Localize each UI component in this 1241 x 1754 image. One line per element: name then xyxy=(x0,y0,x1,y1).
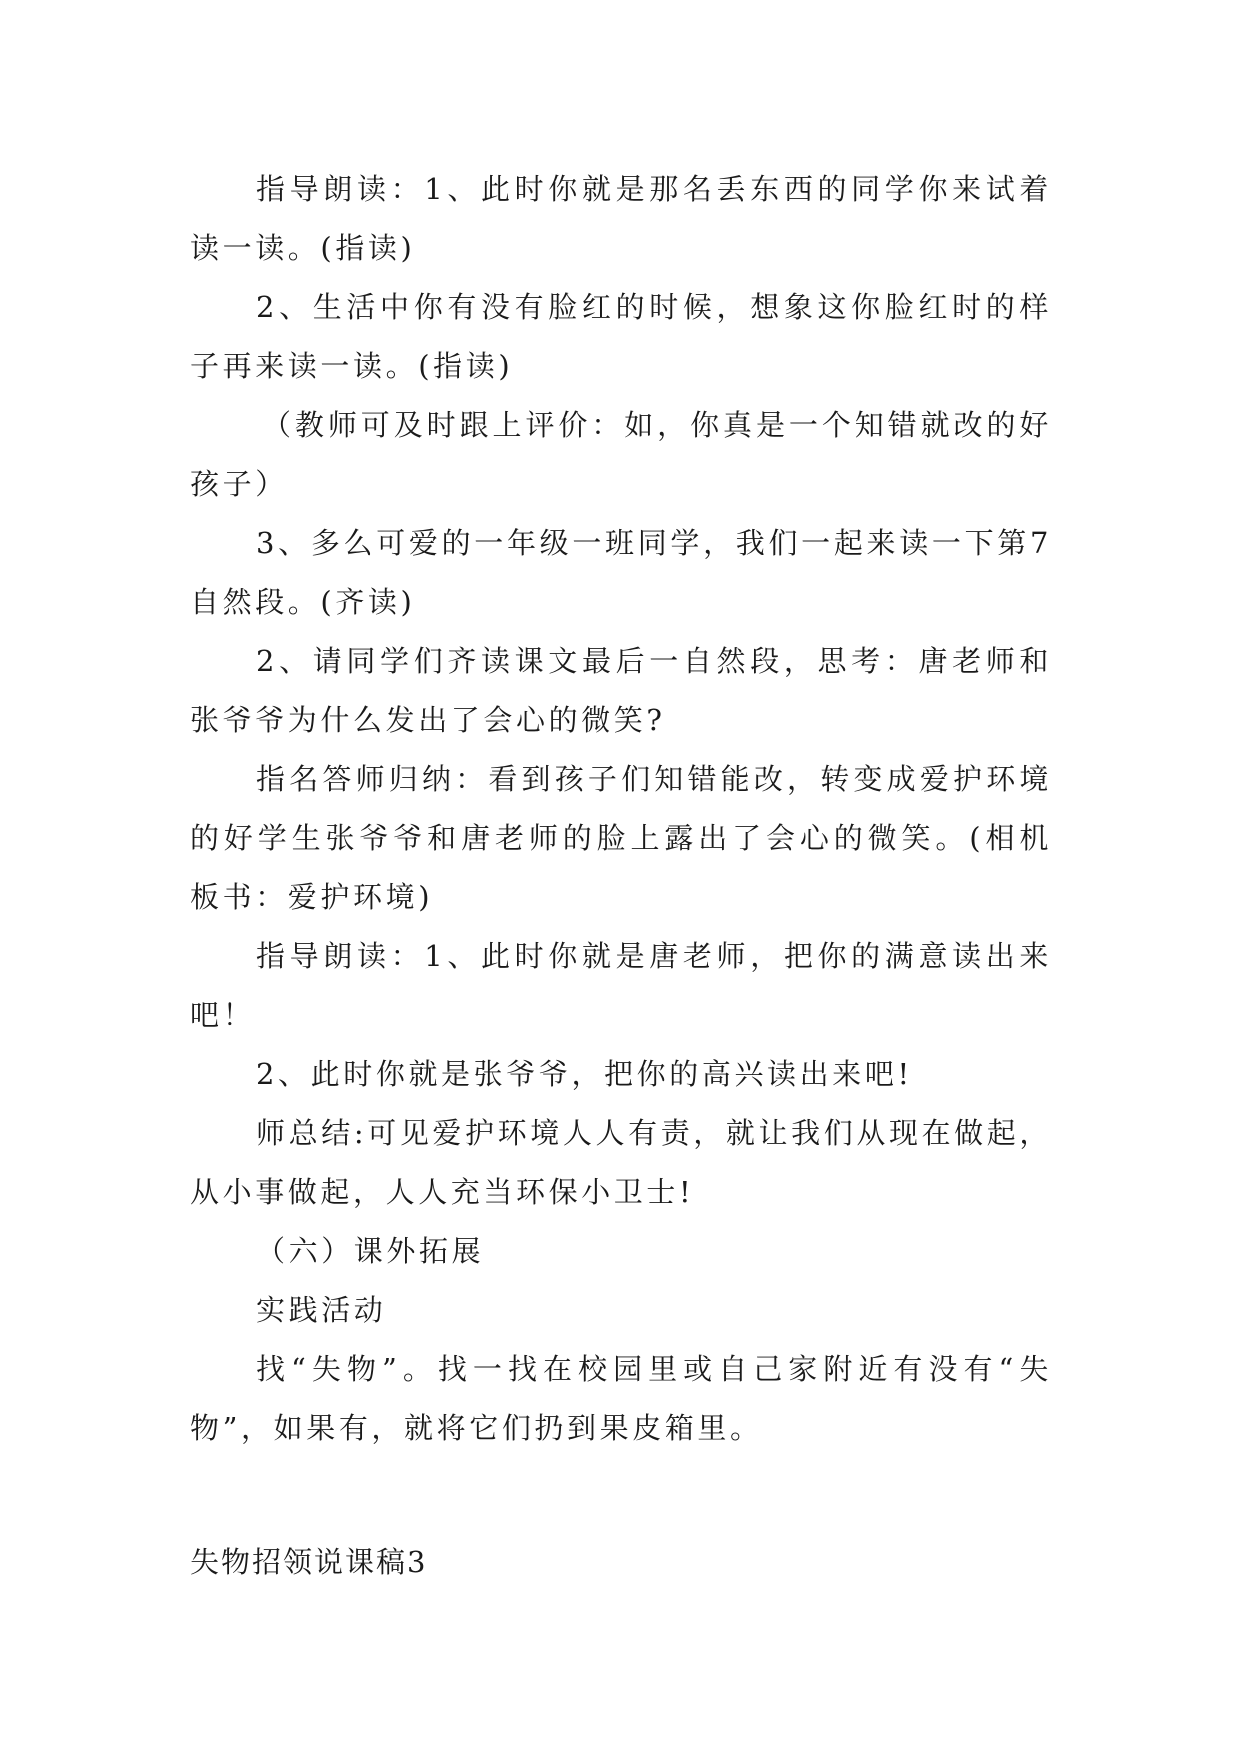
paragraph-find-lost-items: 找“失物”。找一找在校园里或自己家附近有没有“失物”，如果有，就将它们扔到果皮箱里。 xyxy=(190,1352,1052,1445)
paragraph-conclusion: 师总结:可见爱护环境人人有责，就让我们从现在做起，从小事做起，人人充当环保小卫士! xyxy=(190,1116,1052,1209)
paragraph-practice-activity: 实践活动 xyxy=(256,1293,387,1327)
blank-line xyxy=(190,1458,1052,1517)
section-extension-heading: （六）课外拓展 xyxy=(256,1234,485,1268)
paragraph-teacher-evaluation: （教师可及时跟上评价：如，你真是一个知错就改的好孩子） xyxy=(190,408,1052,501)
paragraph-teacher-summary: 指名答师归纳：看到孩子们知错能改，转变成爱护环境的好学生张爷爷和唐老师的脸上露出了会心的微笑。(相机板书：爱护环境) xyxy=(190,762,1052,914)
next-document-title: 失物招领说课稿3 xyxy=(190,1545,428,1579)
paragraph-reading-guide-1: 指导朗读：1、此时你就是那名丢东西的同学你来试着读一读。(指读) xyxy=(190,172,1052,265)
paragraph-final-section-question: 2、请同学们齐读课文最后一自然段，思考：唐老师和张爷爷为什么发出了会心的微笑? xyxy=(190,644,1052,737)
paragraph-blush-reading: 2、生活中你有没有脸红的时候，想象这你脸红时的样子再来读一读。(指读) xyxy=(190,290,1052,383)
paragraph-class-reading: 3、多么可爱的一年级一班同学，我们一起来读一下第7自然段。(齐读) xyxy=(190,526,1052,619)
paragraph-grandpa-reading: 2、此时你就是张爷爷，把你的高兴读出来吧! xyxy=(256,1057,913,1091)
document-body xyxy=(190,160,1052,1592)
paragraph-reading-guide-2: 指导朗读：1、此时你就是唐老师，把你的满意读出来吧！ xyxy=(190,939,1052,1032)
